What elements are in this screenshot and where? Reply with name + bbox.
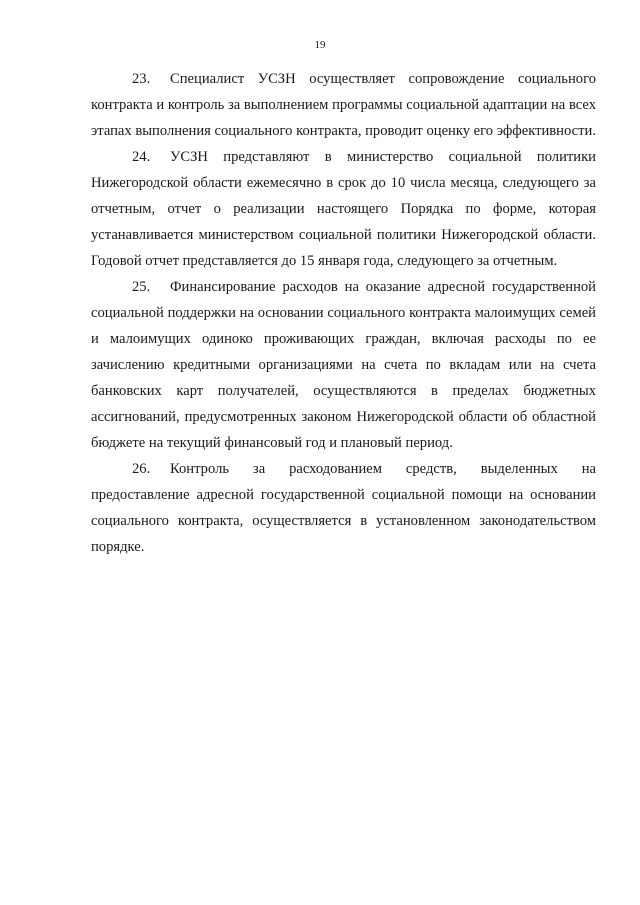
paragraph-text: Специалист УСЗН осуществляет сопровождение социального контракта и контроль за выполнением программы социальной адаптации на всех этапах выполнения социального контракта, проводит оценку его эффективности.	[91, 71, 596, 139]
paragraph-number: 23.	[132, 71, 151, 87]
paragraph-text: Финансирование расходов на оказание адресной государственной социальной поддержки на основании социального контракта малоимущих семей и малоимущих одиноко проживающих граждан, включая расходы по ее зачислению кредитными организациями на счета по вкладам или на счета банковских карт получателей, осуществляются в пределах бюджетных ассигнований, предусмотренных законом Нижегородской области об областной бюджете на текущий финансовый год и плановый период.	[91, 279, 596, 451]
page-number: 19	[314, 39, 326, 51]
paragraph-26	[91, 456, 596, 560]
paragraph-number: 25.	[132, 279, 151, 295]
paragraph-23	[91, 66, 596, 144]
document-body	[91, 66, 596, 560]
paragraph-25	[91, 274, 596, 456]
paragraph-number: 24.	[132, 149, 151, 165]
paragraph-text: УСЗН представляют в министерство социальной политики Нижегородской области ежемесячно в срок до 10 числа месяца, следующего за отчетным, отчет о реализации настоящего Порядка по форме, которая устанавливается министерством социальной политики Нижегородской области. Годовой отчет представляется до 15 января года, следующего за отчетным.	[91, 149, 596, 269]
paragraph-24	[91, 144, 596, 274]
paragraph-text: Контроль за расходованием средств, выделенных на предоставление адресной государственной социальной помощи на основании социального контракта, осуществляется в установленном законодательством порядке.	[91, 461, 596, 555]
paragraph-number: 26.	[132, 461, 151, 477]
